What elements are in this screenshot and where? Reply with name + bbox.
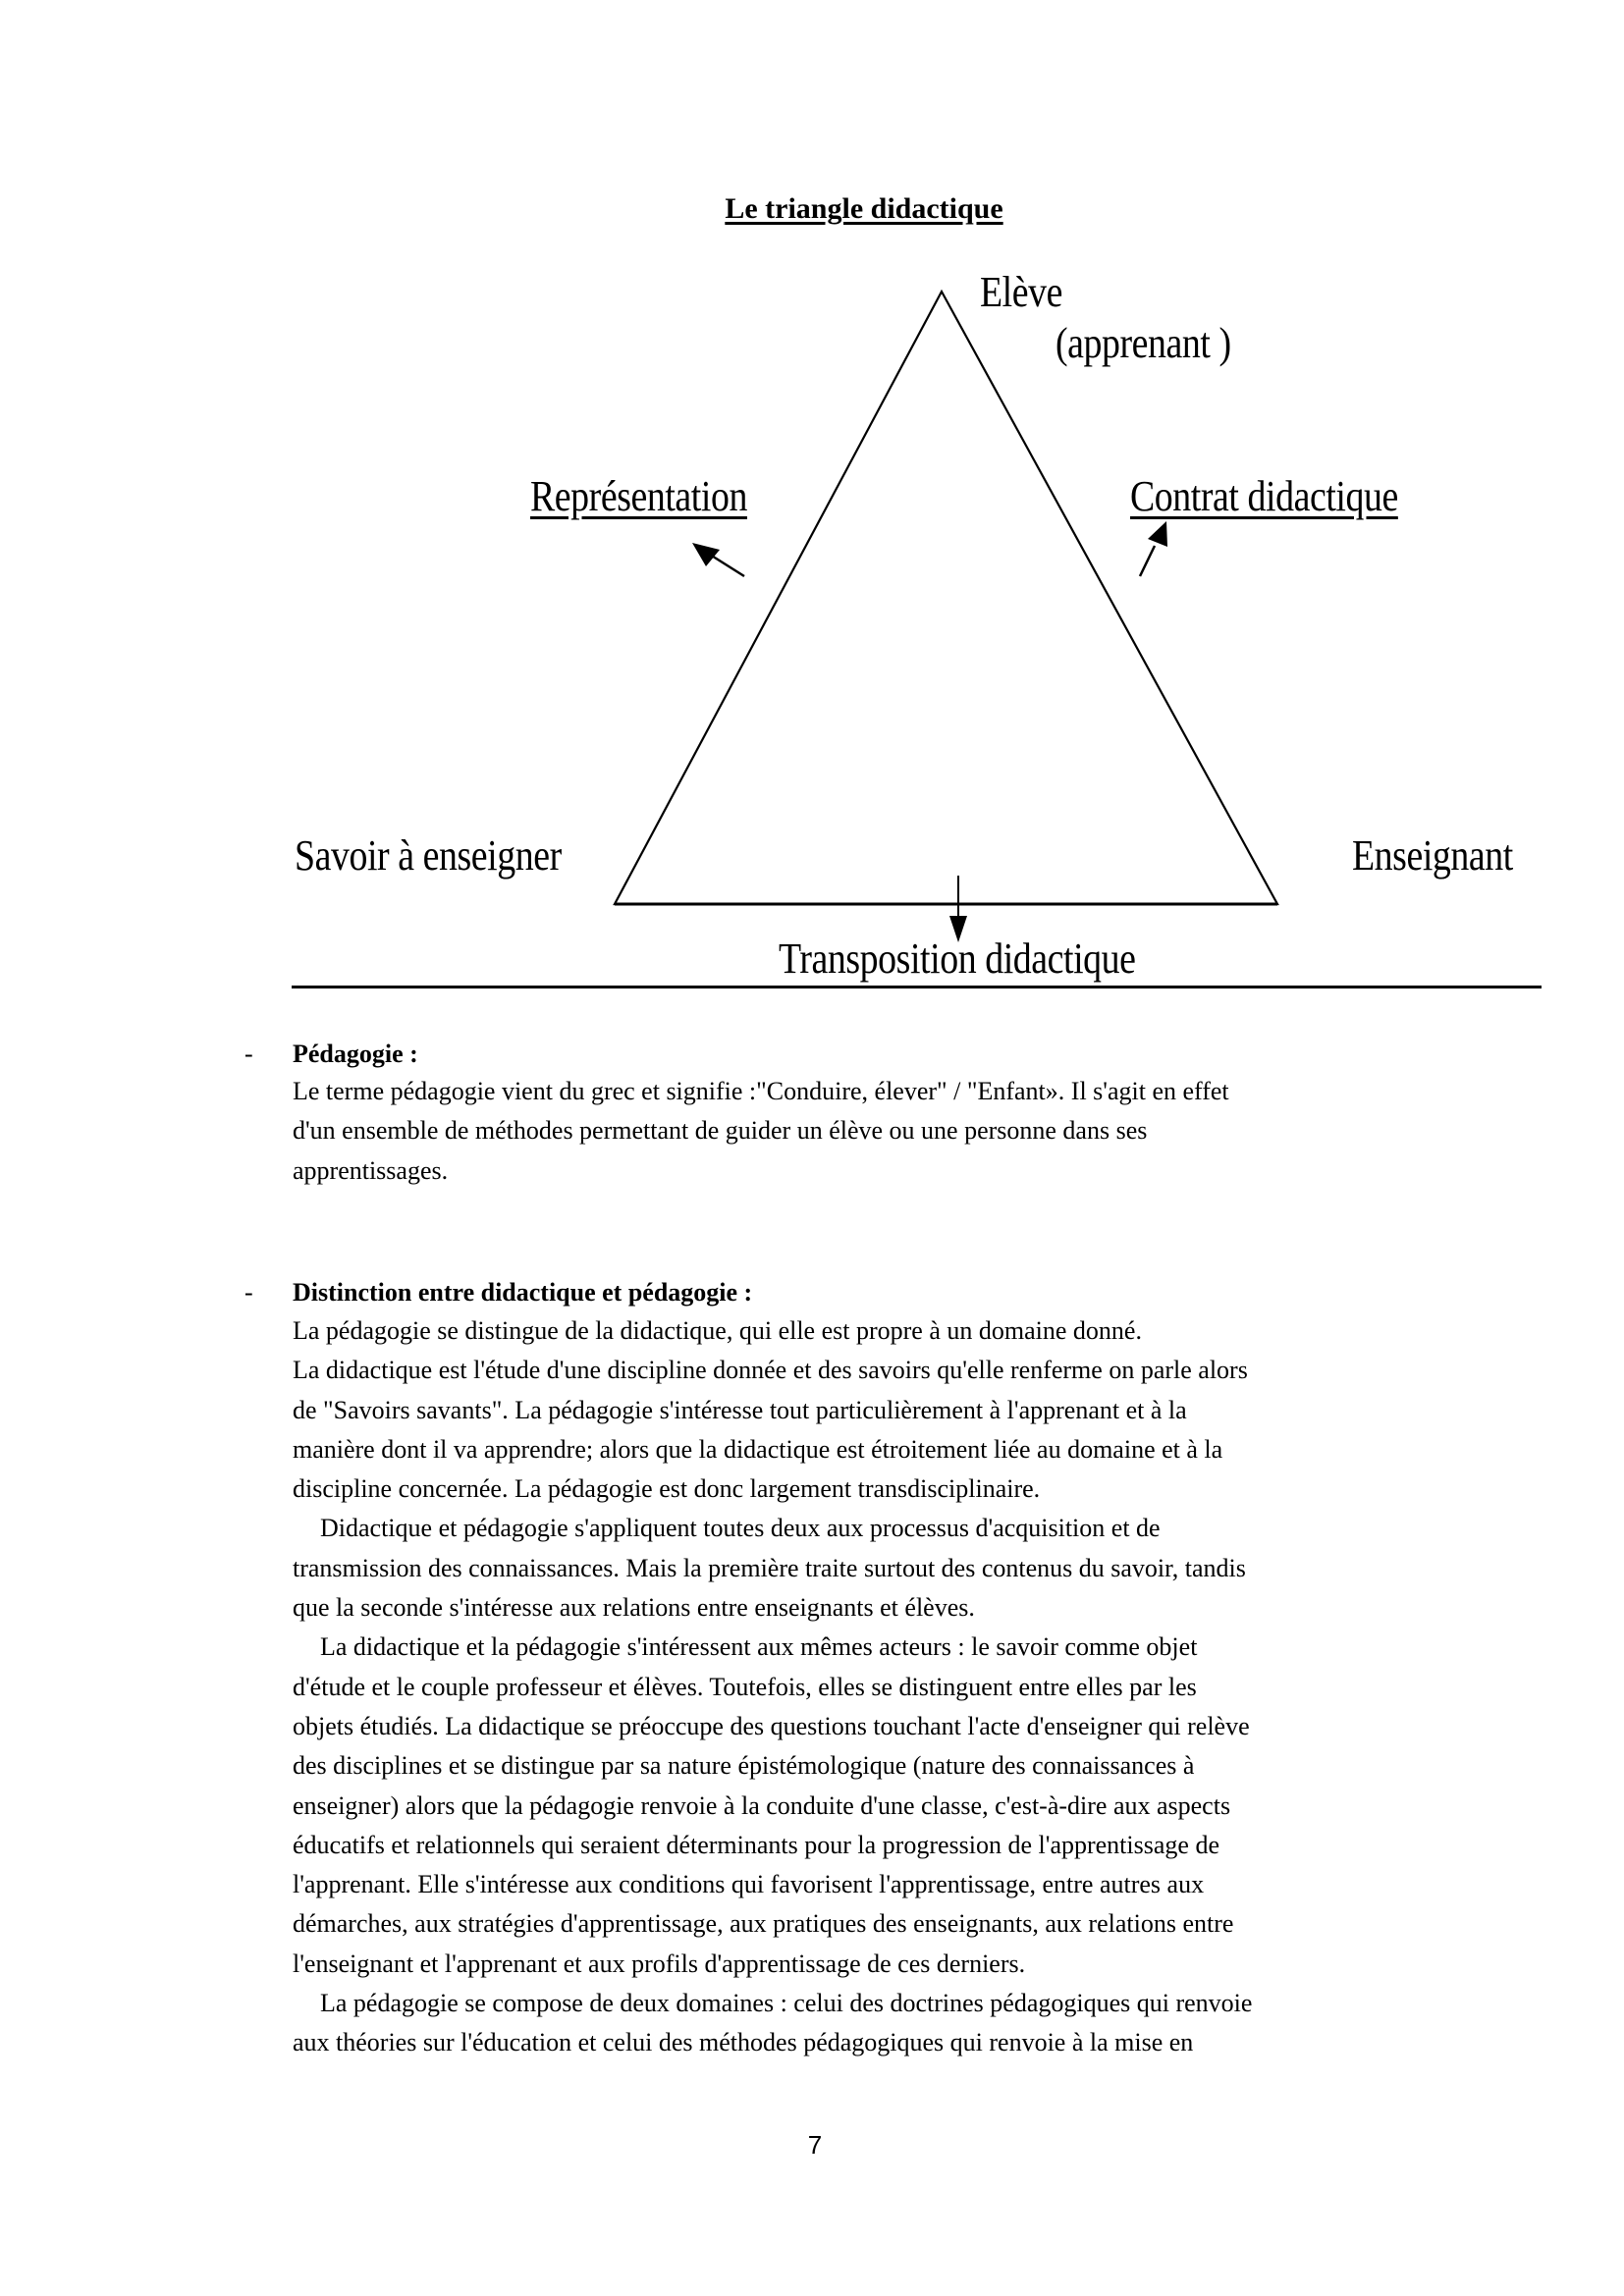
text-line: d'un ensemble de méthodes permettant de guider un élève ou une personne dans ses xyxy=(293,1116,1148,1146)
separator-line xyxy=(292,986,1542,988)
text-line: des disciplines et se distingue par sa nature épistémologique (nature des connaissances à xyxy=(293,1751,1195,1781)
label-eleve: Elève xyxy=(980,268,1062,316)
page-number: 7 xyxy=(807,2130,823,2160)
text-line: manière dont il va apprendre; alors que la didactique est étroitement liée au domaine et à la xyxy=(293,1434,1223,1464)
section-heading: Distinction entre didactique et pédagogie : xyxy=(293,1278,753,1307)
text-line: La didactique est l'étude d'une discipline donnée et des savoirs qu'elle renferme on parle alors xyxy=(293,1356,1248,1385)
text-line: La pédagogie se distingue de la didactique, qui elle est propre à un domaine donné. xyxy=(293,1316,1142,1345)
text-line: de "Savoirs savants". La pédagogie s'intéresse tout particulièrement à l'apprenant et à la xyxy=(293,1395,1187,1424)
text-line: éducatifs et relationnels qui seraient déterminants pour la progression de l'apprentissage de xyxy=(293,1830,1219,1859)
text-line: La didactique et la pédagogie s'intéressent aux mêmes acteurs : le savoir comme objet xyxy=(320,1632,1198,1662)
text-line: Didactique et pédagogie s'appliquent toutes deux aux processus d'acquisition et de xyxy=(320,1514,1161,1543)
label-savoir-a-enseigner: Savoir à enseigner xyxy=(295,831,562,880)
didactic-triangle-diagram xyxy=(0,0,1624,1001)
label-enseignant: Enseignant xyxy=(1352,831,1513,880)
arrow-contrat xyxy=(1140,546,1155,576)
text-line: démarches, aux stratégies d'apprentissage, aux pratiques des enseignants, aux relations entre xyxy=(293,1909,1234,1939)
text-line: Le terme pédagogie vient du grec et signifie :"Conduire, élever" / "Enfant». Il s'agit en effet xyxy=(293,1077,1229,1105)
text-line: La pédagogie se compose de deux domaines : celui des doctrines pédagogiques qui renvoie xyxy=(320,1989,1253,2018)
section-body xyxy=(293,1072,1471,1191)
label-representation: Représentation xyxy=(530,472,747,520)
label-transposition-didactique: Transposition didactique xyxy=(779,934,1136,983)
section-heading: Pédagogie : xyxy=(293,1040,418,1068)
text-line: transmission des connaissances. Mais la première traite surtout des contenus du savoir, tandis xyxy=(293,1553,1246,1582)
bullet-dash: - xyxy=(244,1278,253,1307)
bullet-dash: - xyxy=(244,1040,253,1068)
text-line: enseigner) alors que la pédagogie renvoie à la conduite d'une classe, c'est-à-dire aux aspects xyxy=(293,1790,1231,1820)
text-line: l'enseignant et l'apprenant et aux profils d'apprentissage de ces derniers. xyxy=(293,1949,1026,1978)
section-body xyxy=(293,1311,1471,2063)
text-line: que la seconde s'intéresse aux relations entre enseignants et élèves. xyxy=(293,1593,975,1623)
label-apprenant: (apprenant ) xyxy=(1056,319,1231,367)
text-line: discipline concernée. La pédagogie est donc largement transdisciplinaire. xyxy=(293,1474,1041,1504)
page-title: Le triangle didactique xyxy=(725,192,1003,225)
text-line: d'étude et le couple professeur et élèves. Toutefois, elles se distinguent entre elles par les xyxy=(293,1672,1197,1701)
text-line: objets étudiés. La didactique se préoccupe des questions touchant l'acte d'enseigner qui relève xyxy=(293,1711,1250,1740)
text-line: aux théories sur l'éducation et celui des méthodes pédagogiques qui renvoie à la mise en xyxy=(293,2028,1194,2057)
text-line: apprentissages. xyxy=(293,1155,449,1185)
text-line: l'apprenant. Elle s'intéresse aux conditions qui favorisent l'apprentissage, entre autres aux xyxy=(293,1870,1205,1899)
label-contrat-didactique: Contrat didactique xyxy=(1130,472,1398,520)
